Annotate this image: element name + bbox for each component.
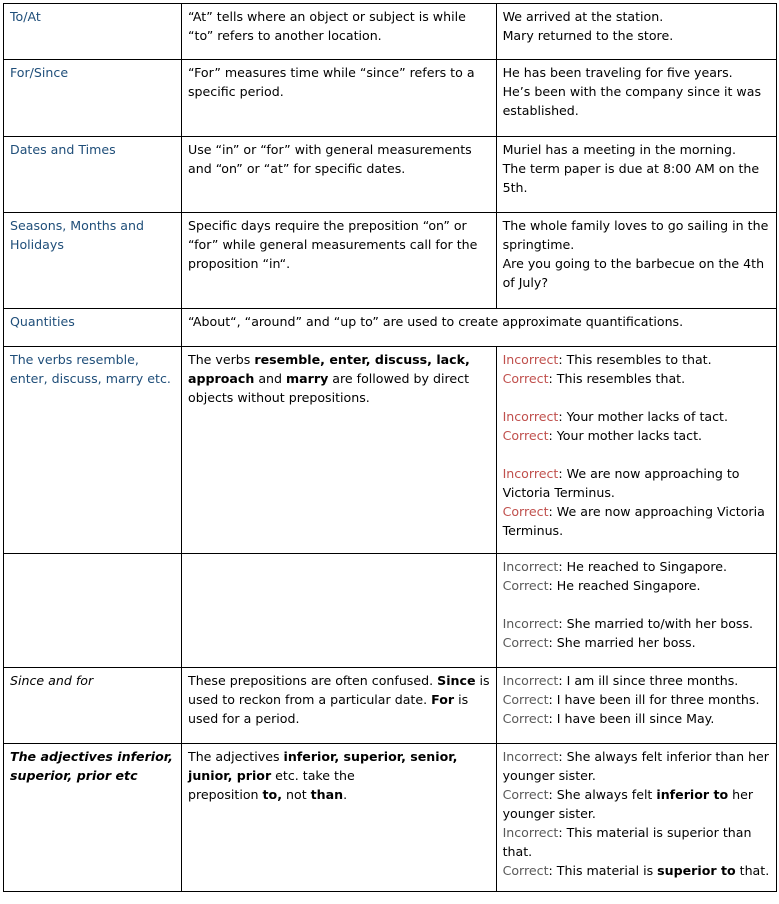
prepositions-table: [3, 3, 777, 892]
incorrect-label: Incorrect: [502, 559, 559, 574]
topic-cell: The adjectives inferior, superior, prior etc: [4, 744, 182, 892]
table-row: [4, 347, 777, 554]
correct-label: Correct: [502, 635, 549, 650]
topic-cell: To/At: [4, 4, 182, 60]
example-cell: Muriel has a meeting in the morning. The term paper is due at 8:00 AM on the 5th.: [496, 137, 776, 213]
rule-cell: The adjectives inferior, superior, senior, junior, prior etc. take the preposition to, not than.: [182, 744, 497, 892]
incorrect-label: Incorrect: [502, 466, 559, 481]
topic-cell: [4, 554, 182, 668]
table-row: [4, 554, 777, 668]
table-row: [4, 309, 777, 347]
example-cell: He has been traveling for five years. He’s been with the company since it was established.: [496, 60, 776, 137]
incorrect-label: Incorrect: [502, 825, 559, 840]
rule-cell: “About“, “around” and “up to” are used to create approximate quantifications.: [182, 309, 777, 347]
correct-label: Correct: [502, 711, 549, 726]
topic-cell: Since and for: [4, 668, 182, 744]
rule-cell: “At” tells where an object or subject is while “to” refers to another location.: [182, 4, 497, 60]
incorrect-label: Incorrect: [502, 749, 559, 764]
rule-cell: “For” measures time while “since” refers to a specific period.: [182, 60, 497, 137]
rule-cell: Specific days require the preposition “on” or “for” while general measurements call for the proposition “in“.: [182, 213, 497, 309]
correct-label: Correct: [502, 428, 549, 443]
rule-cell: These prepositions are often confused. Since is used to reckon from a particular date. For is used for a period.: [182, 668, 497, 744]
correct-label: Correct: [502, 863, 549, 878]
correct-label: Correct: [502, 692, 549, 707]
topic-cell: For/Since: [4, 60, 182, 137]
rule-cell: Use “in” or “for” with general measurements and “on” or “at” for specific dates.: [182, 137, 497, 213]
rule-cell: [182, 554, 497, 668]
table-row: [4, 60, 777, 137]
table-row: [4, 137, 777, 213]
example-cell: Incorrect: I am ill since three months. Correct: I have been ill for three months. Correct: I have been ill since May.: [496, 668, 776, 744]
example-cell: Incorrect: He reached to Singapore. Correct: He reached Singapore. Incorrect: She married to/with her boss. Correct: She married her boss.: [496, 554, 776, 668]
example-cell: The whole family loves to go sailing in the springtime. Are you going to the barbecue on the 4th of July?: [496, 213, 776, 309]
topic-cell: Quantities: [4, 309, 182, 347]
table-row: [4, 4, 777, 60]
example-cell: We arrived at the station. Mary returned to the store.: [496, 4, 776, 60]
table-row: [4, 744, 777, 892]
table-row: [4, 668, 777, 744]
incorrect-label: Incorrect: [502, 673, 559, 688]
correct-label: Correct: [502, 371, 549, 386]
incorrect-label: Incorrect: [502, 352, 559, 367]
example-cell: Incorrect: This resembles to that. Correct: This resembles that. Incorrect: Your mother lacks of tact. Correct: Your mother lacks tact. Incorrect: We are now approaching to Victoria Terminus. Correct: We are now approaching Victoria Terminus.: [496, 347, 776, 554]
topic-cell: The verbs resemble, enter, discuss, marry etc.: [4, 347, 182, 554]
table-row: [4, 213, 777, 309]
incorrect-label: Incorrect: [502, 409, 559, 424]
incorrect-label: Incorrect: [502, 616, 559, 631]
topic-cell: Seasons, Months and Holidays: [4, 213, 182, 309]
rule-cell: The verbs resemble, enter, discuss, lack, approach and marry are followed by direct objects without prepositions.: [182, 347, 497, 554]
correct-label: Correct: [502, 504, 549, 519]
example-cell: Incorrect: She always felt inferior than her younger sister. Correct: She always felt inferior to her younger sister. Incorrect: This material is superior than that. Correct: This material is superior to that.: [496, 744, 776, 892]
correct-label: Correct: [502, 578, 549, 593]
topic-cell: Dates and Times: [4, 137, 182, 213]
correct-label: Correct: [502, 787, 549, 802]
